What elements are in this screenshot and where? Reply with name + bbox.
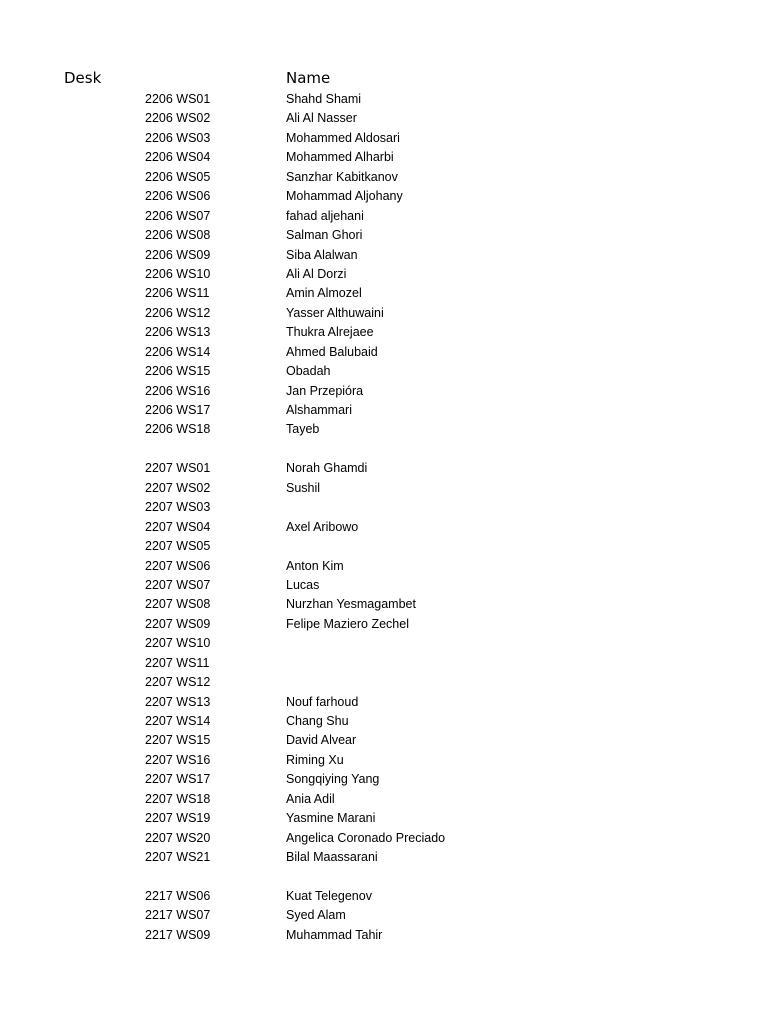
table-row <box>0 576 768 595</box>
name-cell: Tayeb <box>286 422 320 437</box>
desk-cell: 2207 WS09 <box>145 616 211 631</box>
name-cell: Nouf farhoud <box>286 694 359 709</box>
desk-cell: 2207 WS07 <box>145 577 211 592</box>
table-row <box>0 284 768 303</box>
desk-cell: 2206 WS11 <box>145 286 210 301</box>
table-row <box>0 304 768 323</box>
desk-cell: 2207 WS17 <box>145 772 211 787</box>
desk-cell: 2207 WS19 <box>145 811 211 826</box>
desk-cell: 2217 WS06 <box>145 888 211 903</box>
name-cell: Norah Ghamdi <box>286 461 368 476</box>
name-cell: Kuat Telegenov <box>286 888 372 903</box>
desk-cell: 2207 WS05 <box>145 539 211 554</box>
table-row <box>0 109 768 128</box>
desk-cell: 2206 WS16 <box>145 383 211 398</box>
name-cell: Axel Aribowo <box>286 519 359 534</box>
table-row <box>0 634 768 653</box>
desk-cell: 2207 WS21 <box>145 850 211 865</box>
name-cell: Ania Adil <box>286 791 335 806</box>
desk-cell: 2206 WS07 <box>145 208 211 223</box>
spacer-row <box>0 440 768 459</box>
table-row <box>0 790 768 809</box>
table-row <box>0 168 768 187</box>
table-row <box>0 362 768 381</box>
table-row <box>0 751 768 770</box>
table-row <box>0 187 768 206</box>
desk-cell: 2207 WS06 <box>145 558 211 573</box>
desk-cell: 2206 WS05 <box>145 169 211 184</box>
desk-cell: 2207 WS20 <box>145 830 211 845</box>
name-cell: Felipe Maziero Zechel <box>286 616 409 631</box>
table-row <box>0 323 768 342</box>
table-row <box>0 926 768 945</box>
table-row <box>0 518 768 537</box>
desk-cell: 2206 WS15 <box>145 364 211 379</box>
table-row <box>0 90 768 109</box>
desk-cell: 2207 WS03 <box>145 500 211 515</box>
table-row <box>0 420 768 439</box>
name-cell: Yasmine Marani <box>286 811 376 826</box>
desk-cell: 2206 WS17 <box>145 403 211 417</box>
desk-cell: 2217 WS09 <box>145 927 211 942</box>
table-row <box>0 770 768 789</box>
desk-cell: 2207 WS01 <box>145 461 211 476</box>
desk-cell: 2207 WS15 <box>145 733 211 748</box>
table-row <box>0 382 768 401</box>
name-cell: Alshammari <box>286 403 352 417</box>
desk-cell: 2206 WS02 <box>145 111 211 126</box>
name-cell: Mohammed Aldosari <box>286 130 400 145</box>
desk-cell: 2206 WS03 <box>145 130 211 145</box>
name-cell: Thukra Alrejaee <box>286 325 374 340</box>
name-cell: Yasser Althuwaini <box>286 305 384 320</box>
table-row <box>0 226 768 245</box>
desk-cell: 2217 WS07 <box>145 908 211 923</box>
name-cell: Salman Ghori <box>286 228 363 243</box>
table-row <box>0 887 768 906</box>
desk-cell: 2206 WS01 <box>145 92 211 106</box>
spacer-row <box>0 868 768 887</box>
name-cell: Ahmed Balubaid <box>286 344 378 359</box>
desk-cell: 2206 WS04 <box>145 150 211 165</box>
name-cell: Ali Al Dorzi <box>286 266 347 281</box>
table-row <box>0 654 768 673</box>
name-cell: Muhammad Tahir <box>286 927 383 942</box>
table-row <box>0 265 768 284</box>
name-cell: Chang Shu <box>286 714 349 728</box>
name-cell: Bilal Maassarani <box>286 850 378 865</box>
table-row <box>0 129 768 148</box>
name-cell: Angelica Coronado Preciado <box>286 830 446 845</box>
table-row <box>0 479 768 498</box>
desk-cell: 2207 WS11 <box>145 655 210 670</box>
desk-cell: 2207 WS18 <box>145 791 211 806</box>
name-cell: Sanzhar Kabitkanov <box>286 169 398 184</box>
desk-column-header: Desk <box>64 69 102 87</box>
name-cell: Sushil <box>286 480 321 495</box>
table-row <box>0 498 768 517</box>
desk-cell: 2207 WS08 <box>145 597 211 612</box>
table-row <box>0 148 768 167</box>
table-row <box>0 207 768 226</box>
desk-cell: 2207 WS10 <box>145 636 211 651</box>
desk-cell: 2206 WS13 <box>145 325 211 340</box>
desk-cell: 2207 WS02 <box>145 480 211 495</box>
name-cell: David Alvear <box>286 733 357 748</box>
table-row <box>0 459 768 478</box>
table-row <box>0 401 768 420</box>
name-cell: Ali Al Nasser <box>286 111 357 126</box>
table-row <box>0 848 768 867</box>
name-cell: Mohammad Aljohany <box>286 189 403 204</box>
table-row <box>0 595 768 614</box>
table-row <box>0 557 768 576</box>
table-row <box>0 809 768 828</box>
desk-cell: 2207 WS16 <box>145 752 211 767</box>
desk-cell: 2206 WS18 <box>145 422 211 437</box>
table-row <box>0 712 768 731</box>
name-cell: Anton Kim <box>286 558 344 573</box>
desk-cell: 2206 WS06 <box>145 189 211 204</box>
table-row <box>0 693 768 712</box>
table-row <box>0 906 768 925</box>
name-cell: Jan Przepióra <box>286 383 364 398</box>
name-cell: Riming Xu <box>286 752 344 767</box>
table-row <box>0 615 768 634</box>
desk-cell: 2206 WS09 <box>145 247 211 262</box>
desk-cell: 2206 WS08 <box>145 228 211 243</box>
name-cell: Amin Almozel <box>286 286 362 301</box>
name-cell: Shahd Shami <box>286 92 362 106</box>
desk-cell: 2207 WS13 <box>145 694 211 709</box>
table-row <box>0 829 768 848</box>
assignment-list <box>0 90 768 945</box>
table-row <box>0 246 768 265</box>
name-cell: Syed Alam <box>286 908 346 923</box>
name-cell: Mohammed Alharbi <box>286 150 394 165</box>
table-row <box>0 731 768 750</box>
desk-cell: 2206 WS10 <box>145 266 211 281</box>
desk-cell: 2207 WS04 <box>145 519 211 534</box>
name-cell: Songqiying Yang <box>286 772 380 787</box>
name-cell: fahad aljehani <box>286 208 364 223</box>
table-row <box>0 343 768 362</box>
name-cell: Siba Alalwan <box>286 247 358 262</box>
name-cell: Lucas <box>286 577 320 592</box>
table-row <box>0 537 768 556</box>
name-cell: Nurzhan Yesmagambet <box>286 597 416 612</box>
name-column-header: Name <box>286 69 331 87</box>
name-cell: Obadah <box>286 364 331 379</box>
desk-cell: 2207 WS12 <box>145 675 211 690</box>
desk-cell: 2206 WS12 <box>145 305 211 320</box>
table-row <box>0 673 768 692</box>
desk-cell: 2206 WS14 <box>145 344 211 359</box>
desk-cell: 2207 WS14 <box>145 714 211 728</box>
